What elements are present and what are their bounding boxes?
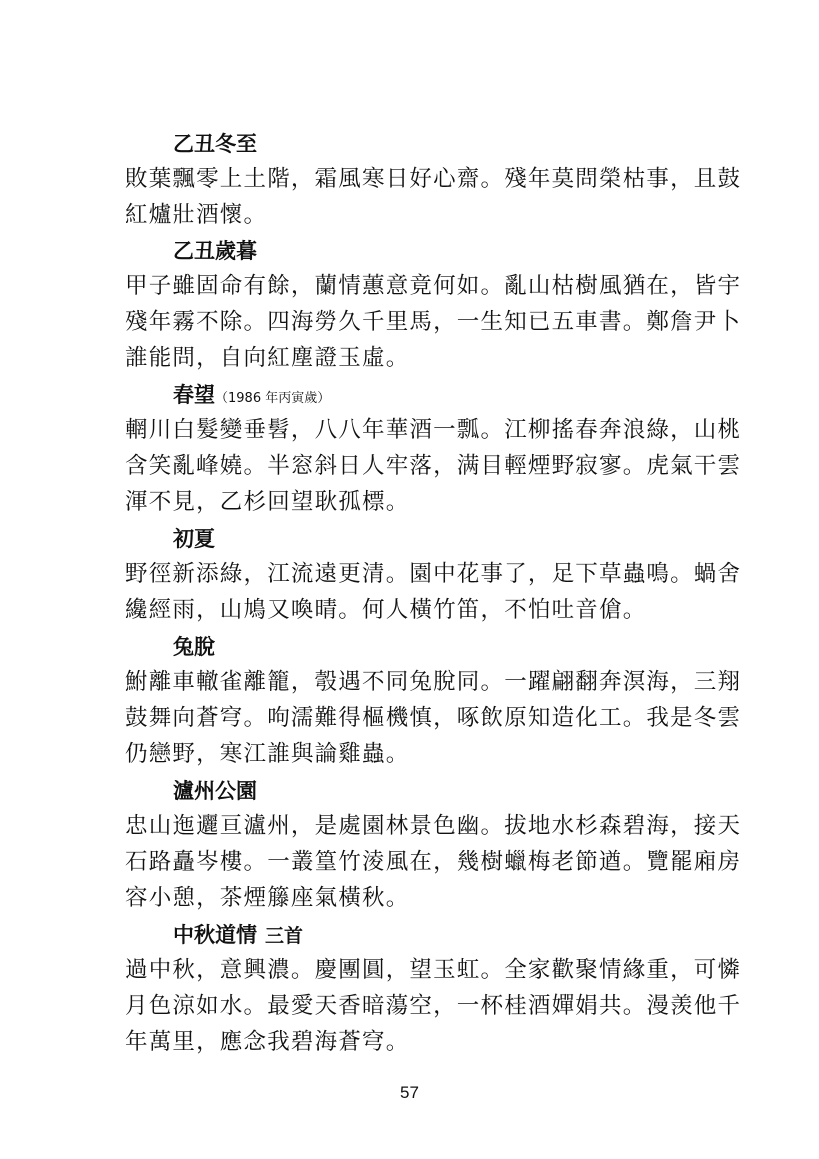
poem-line: 含笑亂峰嬈。半窓斜日人牢落，满目輕煙野寂寥。虎氣干雲 (125, 453, 742, 479)
poem-title: 初夏 (173, 527, 215, 551)
poem-title: 瀘州公園 (173, 779, 257, 803)
poem-line: 殘年霧不除。四海勞久千里馬，一生知已五車書。鄭詹尹卜 (125, 309, 742, 335)
poem-title: 乙丑冬至 (173, 132, 257, 156)
poem (125, 918, 742, 1060)
poem-title: 兔脫 (173, 635, 215, 659)
poem-line: 野徑新添綠，江流遠更清。園中花事了，足下草蟲鳴。蝸舍 (125, 561, 742, 587)
page-number: 57 (400, 1083, 419, 1102)
poem-subtitle: 三首 (265, 925, 304, 947)
poem-line: 鮒離車轍雀離籠，彀遇不同兔脫同。一躍翩翻奔溟海，三翔 (125, 669, 742, 695)
poem-line: 過中秋，意興濃。慶團圓，望玉虹。全家歡聚情緣重，可憐 (125, 957, 742, 983)
poem (125, 127, 742, 233)
poem-line: 月色涼如水。最愛天香暗蕩空，一杯桂酒嬋娟共。漫羡他千 (125, 993, 742, 1019)
poem (125, 522, 742, 628)
poem (125, 630, 742, 772)
poem (125, 234, 742, 376)
poem (125, 774, 742, 916)
poem-title: 乙丑歲暮 (173, 239, 257, 263)
poem-title: 中秋道情 (173, 923, 257, 947)
poem-note: （1986 年丙寅歲） (215, 391, 331, 406)
poem-title-row (173, 918, 735, 952)
poem-line: 渾不見，乙杉回望耿孤標。 (125, 489, 410, 515)
poem-line: 鼓舞向蒼穹。呴濡難得樞機慎，啄飲原知造化工。我是冬雲 (125, 705, 742, 731)
poem-line: 誰能問，自向紅塵證玉虛。 (125, 345, 410, 371)
poem-line: 紅爐壯酒懷。 (125, 202, 268, 228)
poem-line: 年萬里，應念我碧海蒼穹。 (125, 1029, 410, 1055)
poem-line: 甲子雖固命有餘，蘭情蕙意竟何如。亂山枯樹風猶在，皆宇 (125, 273, 742, 299)
poem-line: 容小憩，茶煙籐座氣橫秋。 (125, 885, 410, 911)
poem (125, 378, 742, 520)
poem-line: 敗葉飄零上土階，霜風寒日好心齋。殘年莫問榮枯事，且鼓 (125, 166, 742, 192)
poem-line: 石路矗岑樓。一叢篁竹淩風在，幾樹蠟梅老節遒。覽罷廂房 (125, 849, 742, 875)
poem-title: 春望 (173, 383, 215, 407)
poem-line: 仍戀野，寒江誰與論雞蟲。 (125, 741, 410, 767)
poem-line: 忠山迤邐亘瀘州，是處園林景色幽。拔地水杉森碧海，接天 (125, 813, 742, 839)
poem-line: 輞川白髮變垂髫，八八年華酒一瓢。江柳搖春奔浪綠，山桃 (125, 417, 742, 443)
poem-title-row (173, 378, 735, 412)
poem-line: 纔經雨，山鳩又喚晴。何人橫竹笛，不怕吐音傖。 (125, 597, 647, 623)
